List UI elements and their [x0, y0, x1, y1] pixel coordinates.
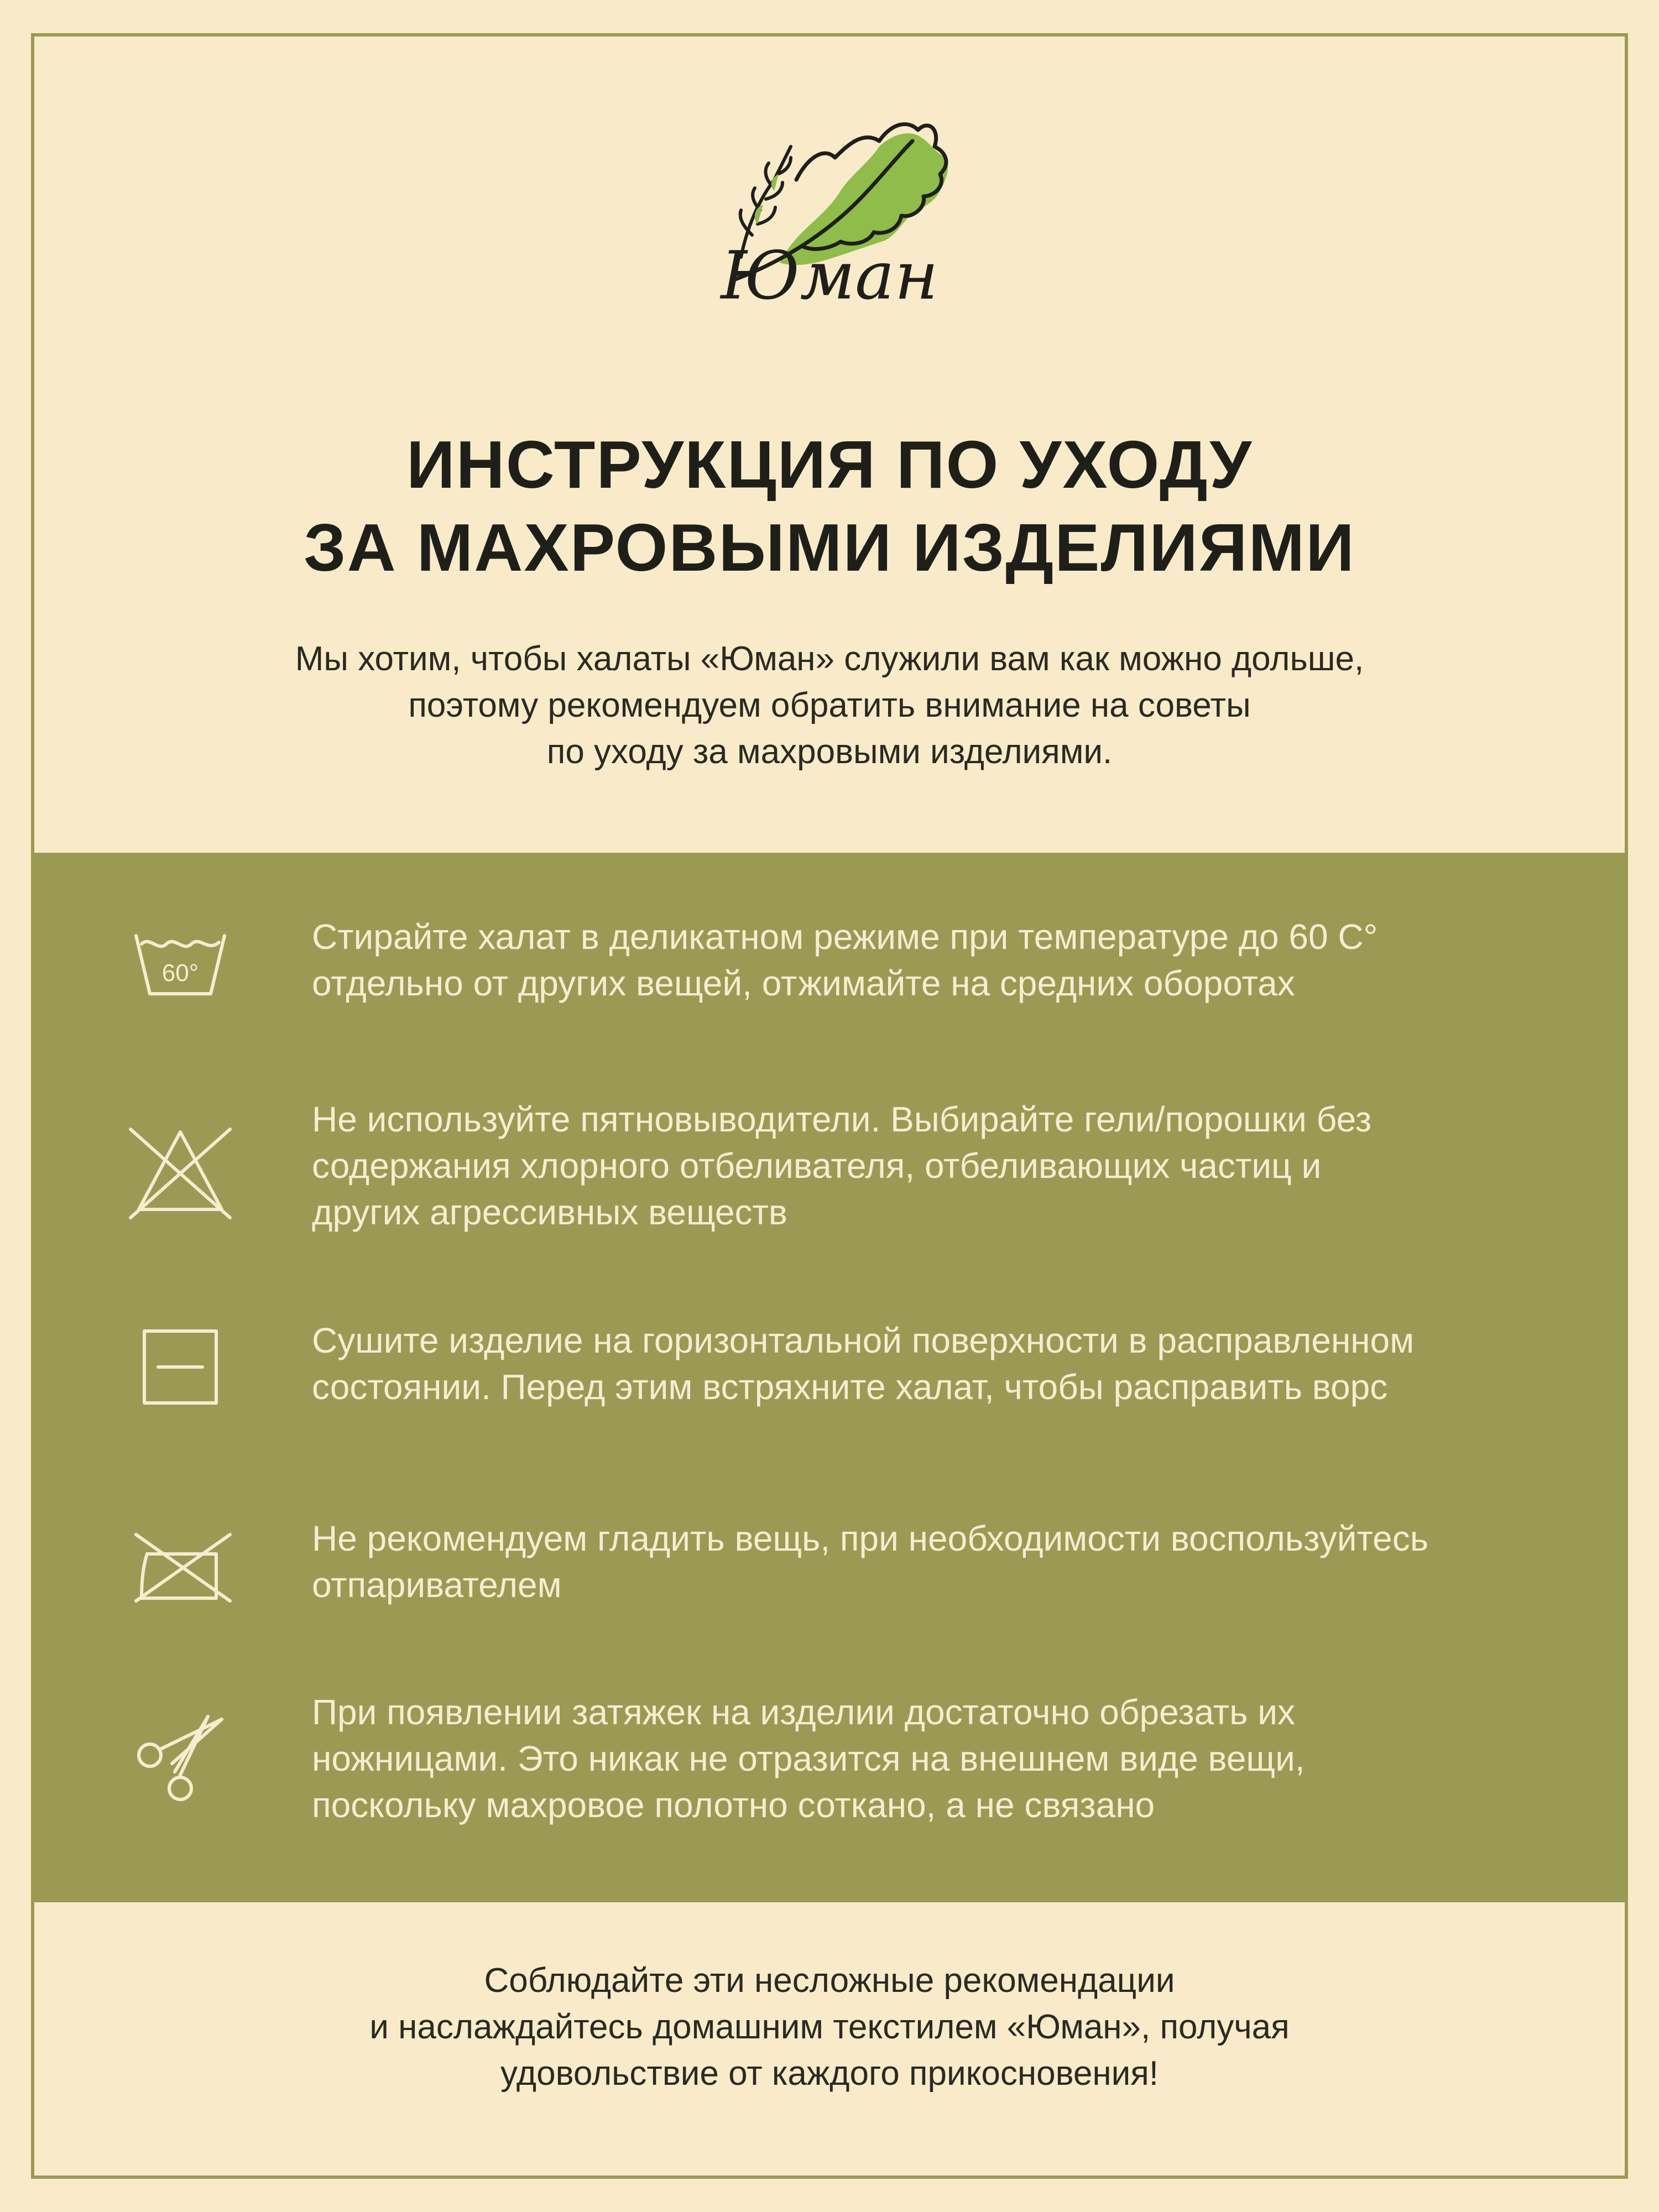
no-iron-icon [119, 1504, 241, 1626]
intro-text [0, 636, 1659, 775]
wash-temp-label: 60° [161, 959, 199, 987]
tip-line: Не рекомендуем гладить вещь, при необходимости воспользуйтесь [312, 1519, 1429, 1558]
brand-name: Юман [721, 238, 938, 315]
page-title [0, 423, 1659, 589]
tip-line: Сушите изделие на горизонтальной поверхности в расправленном [312, 1321, 1415, 1360]
intro-line: Мы хотим, чтобы халаты «Юман» служили вам как можно дольше, [295, 640, 1364, 678]
care-tip-text [312, 1096, 1595, 1235]
wash-60-icon [119, 902, 241, 1024]
care-tip-text [312, 1317, 1595, 1410]
intro-line: поэтому рекомендуем обратить внимание на советы [408, 686, 1251, 724]
title-line: ЗА МАХРОВЫМИ ИЗДЕЛИЯМИ [304, 510, 1355, 585]
outro-line: удовольствие от каждого прикосновения! [500, 2054, 1159, 2093]
tip-line: Не используйте пятновыводители. Выбирайте гели/порошки без [312, 1099, 1372, 1139]
tip-line: отпаривателем [312, 1565, 562, 1605]
closing-text [0, 1958, 1659, 2097]
care-tips-section [31, 853, 1628, 1902]
no-bleach-icon [119, 1113, 241, 1234]
dry-flat-icon [119, 1306, 241, 1428]
tip-line: поскольку махровое полотно соткано, а не связано [312, 1785, 1155, 1825]
tip-line: отдельно от других вещей, отжимайте на средних оборотах [312, 963, 1295, 1003]
title-line: ИНСТРУКЦИЯ ПО УХОДУ [406, 427, 1253, 502]
tip-line: других агрессивных веществ [312, 1192, 787, 1232]
tip-line: содержания хлорного отбеливателя, отбеливающих частиц и [312, 1146, 1322, 1186]
tip-line: Стирайте халат в деликатном режиме при температуре до 60 С° [312, 917, 1378, 957]
tip-line: ножницами. Это никак не отразится на внешнем виде вещи, [312, 1739, 1305, 1778]
intro-line: по уходу за махровыми изделиями. [546, 733, 1113, 771]
outro-line: Соблюдайте эти несложные рекомендации [484, 1961, 1175, 2000]
care-tip-text [312, 914, 1595, 1006]
tip-line: При появлении затяжек на изделии достаточно обрезать их [312, 1692, 1295, 1732]
care-tip-text [312, 1515, 1595, 1608]
care-tip-text [312, 1689, 1595, 1828]
scissors-icon [119, 1694, 241, 1816]
outro-line: и наслаждайтесь домашним текстилем «Юман», получая [369, 2008, 1290, 2046]
tip-line: состоянии. Перед этим встряхните халат, чтобы расправить ворс [312, 1367, 1388, 1407]
